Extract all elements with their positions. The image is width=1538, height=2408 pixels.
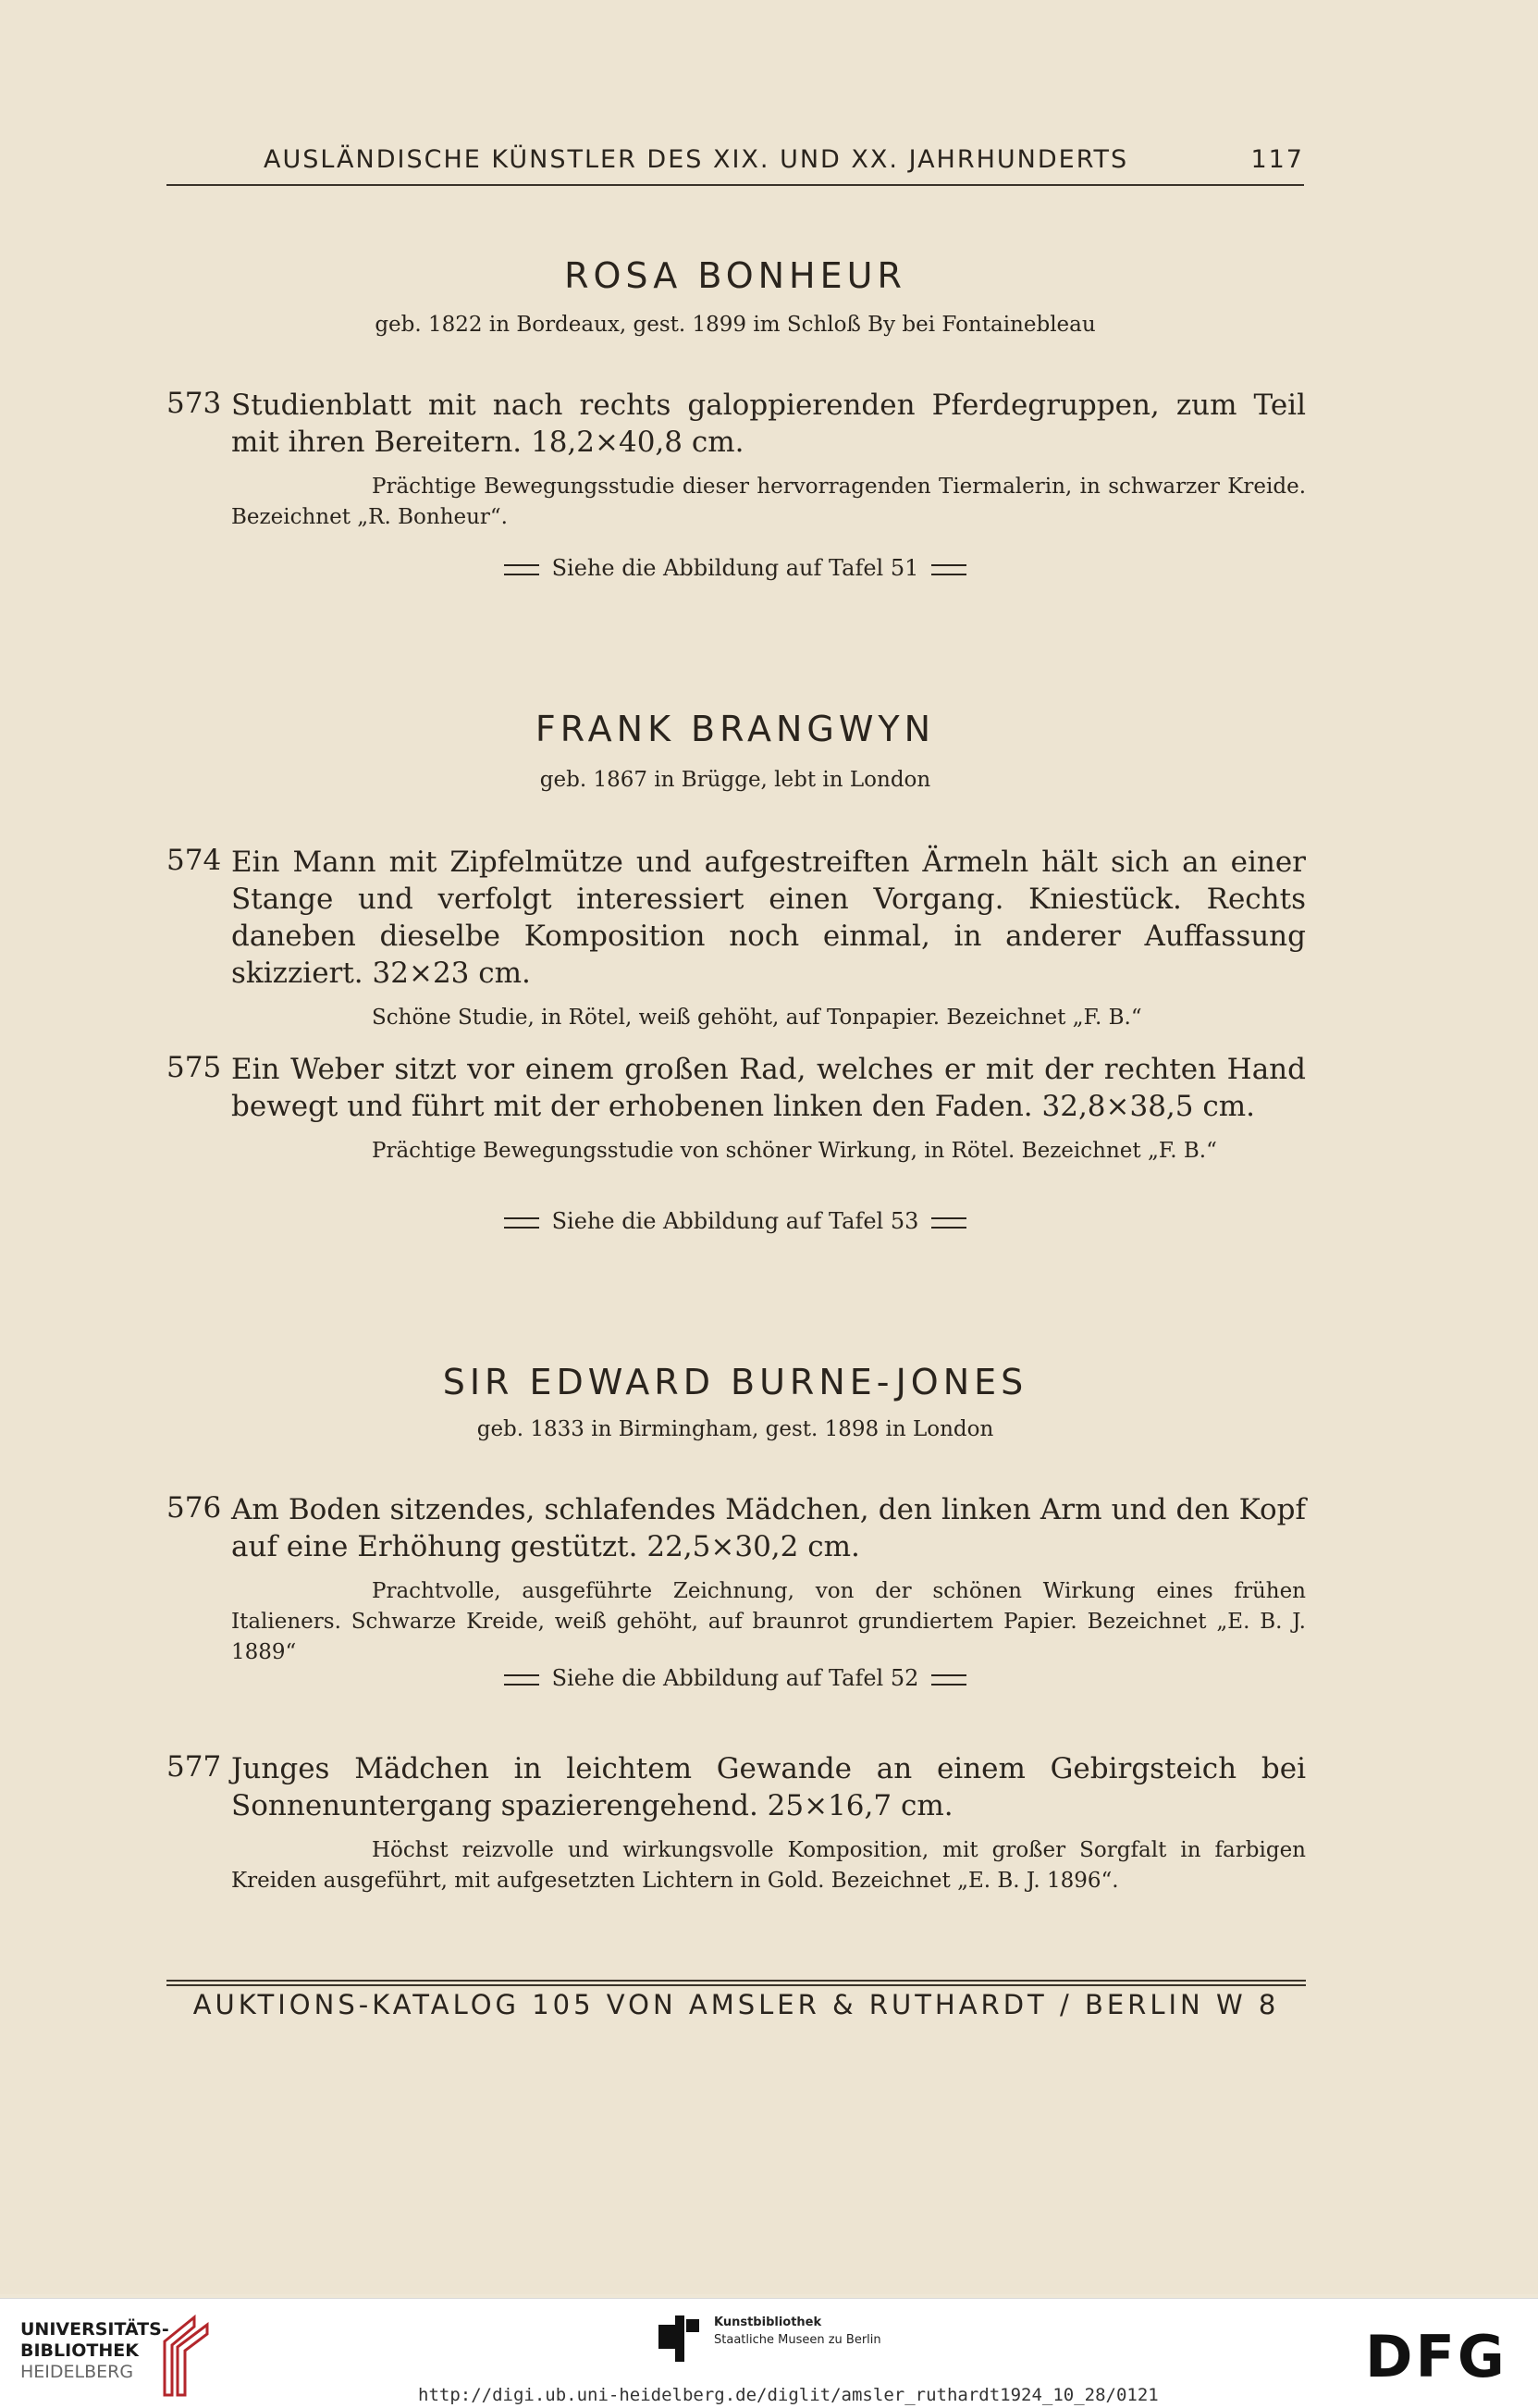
artist-heading: ROSA BONHEUR (564, 255, 906, 296)
artist-bio: geb. 1833 in Birmingham, gest. 1898 in London (476, 1417, 994, 1441)
source-url-link[interactable]: http://digi.ub.uni-heidelberg.de/diglit/amsler_ruthardt1924_10_28/0121 (418, 2385, 1159, 2405)
plate-reference (166, 1208, 1304, 1234)
lot-note: Höchst reizvolle und wirkungsvolle Komposition, mit großer Sorgfalt in farbigen Kreiden ausgeführt, mit aufgesetzten Lichtern in Gold. Bezeichnet „E. B. J. 1896“. (231, 1838, 1306, 1893)
artist-heading: FRANK BRANGWYN (535, 709, 936, 749)
catalog-imprint: AUKTIONS-KATALOG 105 VON AMSLER & RUTHARDT / BERLIN W 8 (192, 1989, 1280, 2020)
artist-bio: geb. 1822 in Bordeaux, gest. 1899 im Schloß By bei Fontainebleau (375, 313, 1096, 337)
double-rule-icon (504, 564, 539, 575)
lot-entry (166, 1051, 1306, 1167)
dfg-logo: DFG (1365, 2323, 1507, 2390)
artist-heading: SIR EDWARD BURNE-JONES (442, 1362, 1028, 1402)
lot-number: 577 (166, 1750, 222, 1784)
page-number: 117 (1250, 145, 1304, 174)
plate-text: Siehe die Abbildung auf Tafel 53 (551, 1208, 919, 1234)
double-rule-icon (504, 1674, 539, 1686)
plate-text: Siehe die Abbildung auf Tafel 51 (551, 555, 919, 581)
lot-entry (166, 1750, 1306, 1896)
double-rule-icon (931, 1217, 966, 1229)
kunstbibliothek-logo-icon (658, 2315, 699, 2362)
kunstbibliothek-label (714, 2314, 881, 2349)
lot-number: 575 (166, 1051, 222, 1084)
plate-reference (166, 1665, 1304, 1691)
lot-note: Prächtige Bewegungsstudie dieser hervorragenden Tiermalerin, in schwarzer Kreide. Bezeichnet „R. Bonheur“. (231, 475, 1306, 529)
lot-number: 576 (166, 1491, 222, 1525)
lot-entry (166, 844, 1306, 1033)
double-rule-icon (504, 1217, 539, 1229)
library-name (20, 2319, 169, 2383)
lot-entry (166, 1491, 1306, 1668)
running-header (166, 143, 1304, 186)
lot-entry (166, 387, 1306, 533)
lot-note: Prachtvolle, ausgeführte Zeichnung, von der schönen Wirkung eines frühen Italieners. Schwarze Kreide, weiß gehöht, auf braunrot grundiertem Papier. Bezeichnet „E. B. J. 1889“ (231, 1579, 1306, 1664)
artist-bio: geb. 1867 in Brügge, lebt in London (539, 768, 931, 792)
lot-title: Junges Mädchen in leichtem Gewande an einem Gebirgsteich bei Sonnenuntergang spazierengehend. 25×16,7 cm. (231, 1752, 1306, 1822)
lot-number: 573 (166, 387, 222, 420)
library-line: HEIDELBERG (20, 2362, 134, 2382)
lot-title: Ein Mann mit Zipfelmütze und aufgestreiften Ärmeln hält sich an einer Stange und verfolgt interessiert einen Vorgang. Kniestück. Rechts daneben dieselbe Komposition noch einmal, in anderer Auffassung skizziert. 32×23 cm. (231, 846, 1306, 990)
library-line: UNIVERSITÄTS- (20, 2319, 169, 2340)
double-rule-icon (931, 1674, 966, 1686)
lot-note: Prächtige Bewegungsstudie von schöner Wirkung, in Rötel. Bezeichnet „F. B.“ (372, 1139, 1217, 1163)
university-library-logo-icon (159, 2314, 215, 2399)
library-line: BIBLIOTHEK (20, 2340, 139, 2361)
kb-title: Kunstbibliothek (714, 2315, 822, 2329)
double-rule-icon (931, 564, 966, 575)
lot-title: Ein Weber sitzt vor einem großen Rad, welches er mit der rechten Hand bewegt und führt mit der erhobenen linken den Faden. 32,8×38,5 cm. (231, 1053, 1306, 1123)
plate-text: Siehe die Abbildung auf Tafel 52 (551, 1665, 919, 1691)
running-title: AUSLÄNDISCHE KÜNSTLER DES XIX. UND XX. JAHRHUNDERTS (264, 145, 1129, 174)
lot-title: Studienblatt mit nach rechts galoppierenden Pferdegruppen, zum Teil mit ihren Bereitern. 18,2×40,8 cm. (231, 389, 1306, 459)
lot-note: Schöne Studie, in Rötel, weiß gehöht, auf Tonpapier. Bezeichnet „F. B.“ (372, 1006, 1142, 1030)
footer-rule (166, 1984, 1306, 1986)
kb-subtitle: Staatliche Museen zu Berlin (714, 2333, 881, 2347)
plate-reference (166, 555, 1304, 581)
lot-number: 574 (166, 844, 222, 877)
footer-rule (166, 1980, 1306, 1982)
lot-title: Am Boden sitzendes, schlafendes Mädchen, den linken Arm und den Kopf auf eine Erhöhung gestützt. 22,5×30,2 cm. (231, 1493, 1306, 1563)
